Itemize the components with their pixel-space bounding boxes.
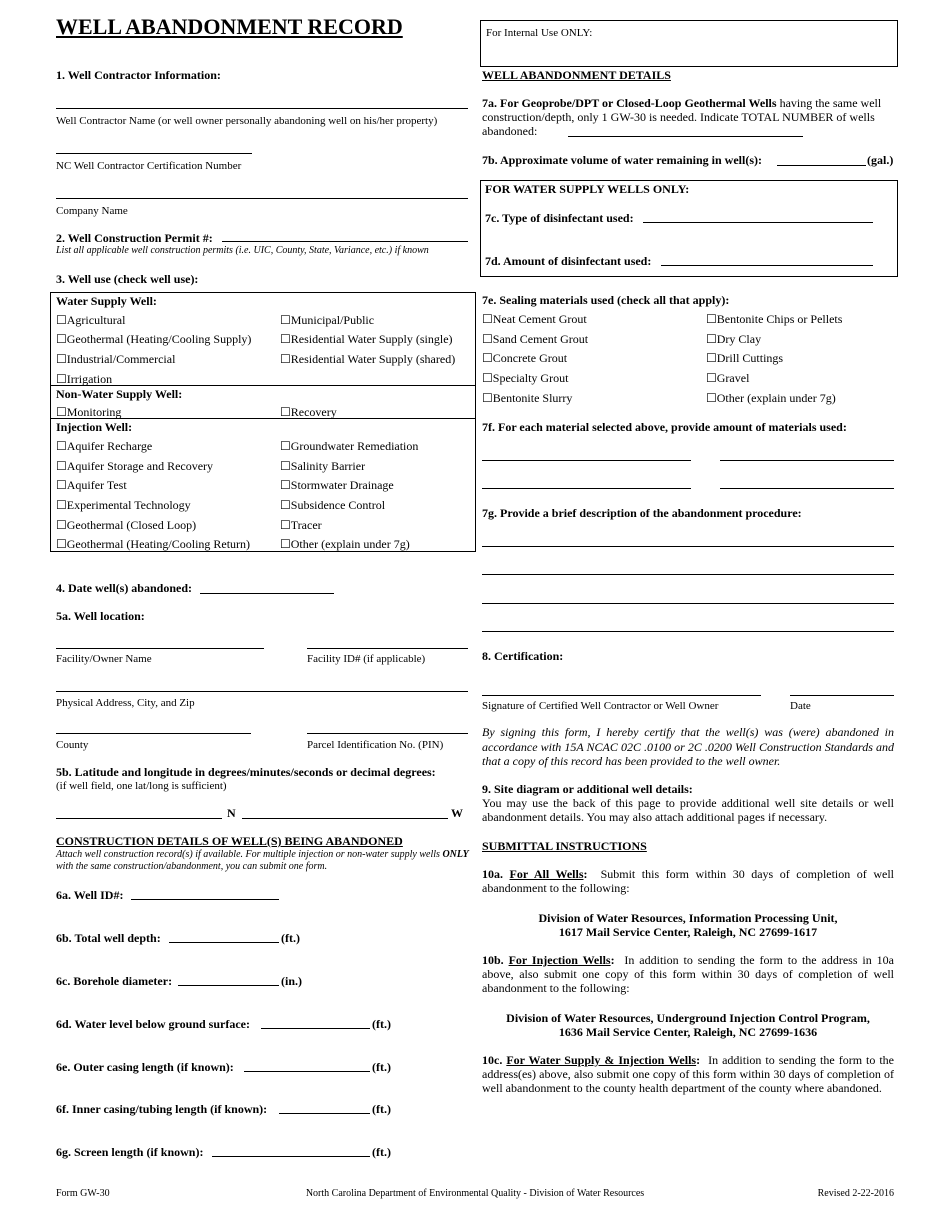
unit-ft: (ft.) — [372, 1017, 391, 1031]
construction-details-note: Attach well construction record(s) if available. For multiple injection or non-water supply wells ONLY with the same construction/abandonment, you can submit one form. — [56, 849, 469, 872]
well-id-field[interactable] — [131, 899, 279, 900]
checkbox-tracer[interactable]: ☐ Tracer — [280, 518, 322, 532]
checkbox-municipal-public[interactable]: ☐ Municipal/Public — [280, 313, 374, 327]
instruction-10c: 10c. For Water Supply & Injection Wells: In addition to sending the form to the address(es) above, also submit one copy of this form within 30 days of completion of well abandonment to the county health department of the county where abandoned. — [482, 1053, 895, 1095]
divider — [50, 385, 475, 386]
water-level-label: 6d. Water level below ground surface: — [56, 1017, 250, 1031]
procedure-description-line[interactable] — [482, 603, 894, 604]
instruction-10a: 10a. For All Wells: Submit this form within 30 days of completion of well abandonment to the following: — [482, 867, 894, 895]
physical-address-label: Physical Address, City, and Zip — [56, 697, 195, 709]
section-9-text: You may use the back of this page to provide additional well site details or well abandonment details. You may also attach additional pages if necessary. — [482, 796, 894, 824]
address-uic-line2: 1636 Mail Service Center, Raleigh, NC 27699-1636 — [558, 1025, 818, 1039]
question-7g: 7g. Provide a brief description of the abandonment procedure: — [482, 506, 802, 520]
injection-well-heading: Injection Well: — [56, 420, 133, 434]
inner-casing-label: 6f. Inner casing/tubing length (if known): — [56, 1102, 268, 1116]
question-7d: 7d. Amount of disinfectant used: — [485, 254, 652, 268]
signature-field[interactable] — [482, 695, 761, 696]
material-amount-field[interactable] — [720, 488, 894, 489]
footer-form-number: Form GW-30 — [56, 1188, 110, 1199]
unit-ft: (ft.) — [372, 1145, 391, 1159]
checkbox-geothermal-return[interactable]: ☐ Geothermal (Heating/Cooling Return) — [56, 537, 250, 551]
outer-casing-label: 6e. Outer casing length (if known): — [56, 1060, 234, 1074]
address-uic-line1: Division of Water Resources, Underground Injection Control Program, — [506, 1011, 870, 1025]
checkbox-experimental-technology[interactable]: ☐ Experimental Technology — [56, 498, 191, 512]
unit-ft: (ft.) — [372, 1102, 391, 1116]
unit-ft: (ft.) — [281, 931, 300, 945]
checkbox-specialty-grout[interactable]: ☐ Specialty Grout — [482, 371, 568, 385]
construction-details-heading: CONSTRUCTION DETAILS OF WELL(S) BEING ABANDONED — [56, 834, 403, 848]
facility-owner-field[interactable] — [56, 648, 264, 649]
checkbox-residential-shared[interactable]: ☐ Residential Water Supply (shared) — [280, 352, 455, 366]
pin-label: Parcel Identification No. (PIN) — [307, 739, 444, 751]
checkbox-bentonite-chips[interactable]: ☐ Bentonite Chips or Pellets — [706, 312, 842, 326]
address-ipu-line2: 1617 Mail Service Center, Raleigh, NC 27699-1617 — [558, 925, 818, 939]
unit-ft: (ft.) — [372, 1060, 391, 1074]
screen-length-field[interactable] — [212, 1156, 370, 1157]
disinfectant-amount-field[interactable] — [661, 265, 873, 266]
contractor-name-field[interactable] — [56, 108, 468, 109]
material-amount-field[interactable] — [482, 460, 691, 461]
checkbox-bentonite-slurry[interactable]: ☐ Bentonite Slurry — [482, 391, 572, 405]
total-depth-field[interactable] — [169, 942, 279, 943]
water-supply-only-heading: FOR WATER SUPPLY WELLS ONLY: — [485, 182, 690, 196]
longitude-field[interactable] — [242, 818, 448, 819]
disinfectant-type-field[interactable] — [643, 222, 873, 223]
question-7b: 7b. Approximate volume of water remaining in well(s): — [482, 153, 762, 167]
section-2-heading: 2. Well Construction Permit #: — [56, 231, 213, 245]
checkbox-monitoring[interactable]: ☐ Monitoring — [56, 405, 121, 419]
longitude-w-label: W — [451, 806, 463, 820]
checkbox-sand-cement-grout[interactable]: ☐ Sand Cement Grout — [482, 332, 588, 346]
checkbox-industrial-commercial[interactable]: ☐ Industrial/Commercial — [56, 352, 175, 366]
checkbox-concrete-grout[interactable]: ☐ Concrete Grout — [482, 351, 567, 365]
footer-agency: North Carolina Department of Environmental Quality - Division of Water Resources — [305, 1188, 645, 1199]
checkbox-other-material[interactable]: ☐ Other (explain under 7g) — [706, 391, 836, 405]
latitude-field[interactable] — [56, 818, 222, 819]
section-1-heading: 1. Well Contractor Information: — [56, 68, 221, 82]
question-7e: 7e. Sealing materials used (check all that apply): — [482, 293, 730, 307]
permit-note: List all applicable well construction permits (i.e. UIC, County, State, Variance, etc.) if known — [56, 245, 429, 256]
facility-id-label: Facility ID# (if applicable) — [307, 653, 426, 665]
checkbox-geothermal-closed-loop[interactable]: ☐ Geothermal (Closed Loop) — [56, 518, 196, 532]
checkbox-drill-cuttings[interactable]: ☐ Drill Cuttings — [706, 351, 783, 365]
contractor-name-label: Well Contractor Name (or well owner personally abandoning well on his/her property) — [56, 115, 438, 127]
inner-casing-field[interactable] — [279, 1113, 370, 1114]
checkbox-dry-clay[interactable]: ☐ Dry Clay — [706, 332, 761, 346]
facility-id-field[interactable] — [307, 648, 468, 649]
total-wells-field[interactable] — [568, 136, 803, 137]
abandonment-details-heading: WELL ABANDONMENT DETAILS — [482, 68, 671, 82]
non-water-supply-heading: Non-Water Supply Well: — [56, 387, 183, 401]
checkbox-stormwater-drainage[interactable]: ☐ Stormwater Drainage — [280, 478, 394, 492]
section-5b-note: (if well field, one lat/long is sufficient) — [56, 780, 227, 792]
outer-casing-field[interactable] — [244, 1071, 370, 1072]
question-7c: 7c. Type of disinfectant used: — [485, 211, 634, 225]
checkbox-neat-cement-grout[interactable]: ☐ Neat Cement Grout — [482, 312, 587, 326]
procedure-description-line[interactable] — [482, 574, 894, 575]
submittal-heading: SUBMITTAL INSTRUCTIONS — [482, 839, 647, 853]
checkbox-irrigation[interactable]: ☐ Irrigation — [56, 372, 112, 386]
borehole-diameter-field[interactable] — [178, 985, 279, 986]
procedure-description-line[interactable] — [482, 631, 894, 632]
question-7a: 7a. For Geoprobe/DPT or Closed-Loop Geothermal Wells having the same well construction/depth, only 1 GW-30 is needed. Indicate TOTAL NUMBER of wells abandoned: — [482, 96, 882, 138]
permit-number-field[interactable] — [222, 241, 468, 242]
section-9-heading: 9. Site diagram or additional well details: — [482, 782, 693, 796]
certification-heading: 8. Certification: — [482, 649, 564, 663]
facility-owner-label: Facility/Owner Name — [56, 653, 152, 665]
procedure-description-line[interactable] — [482, 546, 894, 547]
physical-address-field[interactable] — [56, 691, 468, 692]
checkbox-gravel[interactable]: ☐ Gravel — [706, 371, 749, 385]
signature-date-label: Date — [790, 700, 811, 712]
section-3-heading: 3. Well use (check well use): — [56, 272, 199, 286]
county-field[interactable] — [56, 733, 251, 734]
question-7f: 7f. For each material selected above, provide amount of materials used: — [482, 420, 847, 434]
certification-number-field[interactable] — [56, 153, 252, 154]
section-5b-heading: 5b. Latitude and longitude in degrees/minutes/seconds or decimal degrees: — [56, 765, 436, 779]
checkbox-recovery[interactable]: ☐ Recovery — [280, 405, 337, 419]
checkbox-agricultural[interactable]: ☐ Agricultural — [56, 313, 125, 327]
checkbox-subsidence-control[interactable]: ☐ Subsidence Control — [280, 498, 385, 512]
material-amount-field[interactable] — [720, 460, 894, 461]
material-amount-field[interactable] — [482, 488, 691, 489]
checkbox-groundwater-remediation[interactable]: ☐ Groundwater Remediation — [280, 439, 418, 453]
screen-length-label: 6g. Screen length (if known): — [56, 1145, 204, 1159]
certification-statement: By signing this form, I hereby certify that the well(s) was (were) abandoned in accordance with 15A NCAC 02C .0100 or 2C .0200 Well Construction Standards and that a copy of this record has been provided to the well owner. — [482, 725, 894, 768]
checkbox-other-injection[interactable]: ☐ Other (explain under 7g) — [280, 537, 410, 551]
date-abandoned-field[interactable] — [200, 593, 334, 594]
borehole-diameter-label: 6c. Borehole diameter: — [56, 974, 173, 988]
latitude-n-label: N — [227, 806, 236, 820]
pin-field[interactable] — [307, 733, 468, 734]
checkbox-aquifer-test[interactable]: ☐ Aquifer Test — [56, 478, 127, 492]
company-name-field[interactable] — [56, 198, 468, 199]
section-4-label: 4. Date well(s) abandoned: — [56, 581, 193, 595]
certification-number-label: NC Well Contractor Certification Number — [56, 160, 242, 172]
water-supply-heading: Water Supply Well: — [56, 294, 157, 308]
checkbox-geothermal-supply[interactable]: ☐ Geothermal (Heating/Cooling Supply) — [56, 332, 251, 346]
checkbox-salinity-barrier[interactable]: ☐ Salinity Barrier — [280, 459, 365, 473]
well-id-label: 6a. Well ID#: — [56, 888, 124, 902]
checkbox-residential-single[interactable]: ☐ Residential Water Supply (single) — [280, 332, 453, 346]
company-name-label: Company Name — [56, 205, 128, 217]
address-ipu-line1: Division of Water Resources, Information Processing Unit, — [538, 911, 838, 925]
water-level-field[interactable] — [261, 1028, 370, 1029]
footer-revised: Revised 2-22-2016 — [817, 1188, 894, 1199]
section-5a-heading: 5a. Well location: — [56, 609, 145, 623]
checkbox-aquifer-recharge[interactable]: ☐ Aquifer Recharge — [56, 439, 152, 453]
page-title: WELL ABANDONMENT RECORD — [56, 14, 403, 39]
water-volume-field[interactable] — [777, 165, 866, 166]
internal-use-label: For Internal Use ONLY: — [486, 27, 593, 39]
unit-gal: (gal.) — [867, 153, 894, 167]
instruction-10b: 10b. For Injection Wells: In addition to sending the form to the address in 10a above, also submit one copy of this form within 30 days of completion of well abandonment to the following: — [482, 953, 894, 995]
signature-label: Signature of Certified Well Contractor or Well Owner — [482, 700, 719, 712]
unit-in: (in.) — [281, 974, 302, 988]
signature-date-field[interactable] — [790, 695, 894, 696]
checkbox-aquifer-storage[interactable]: ☐ Aquifer Storage and Recovery — [56, 459, 213, 473]
total-depth-label: 6b. Total well depth: — [56, 931, 161, 945]
county-label: County — [56, 739, 89, 751]
